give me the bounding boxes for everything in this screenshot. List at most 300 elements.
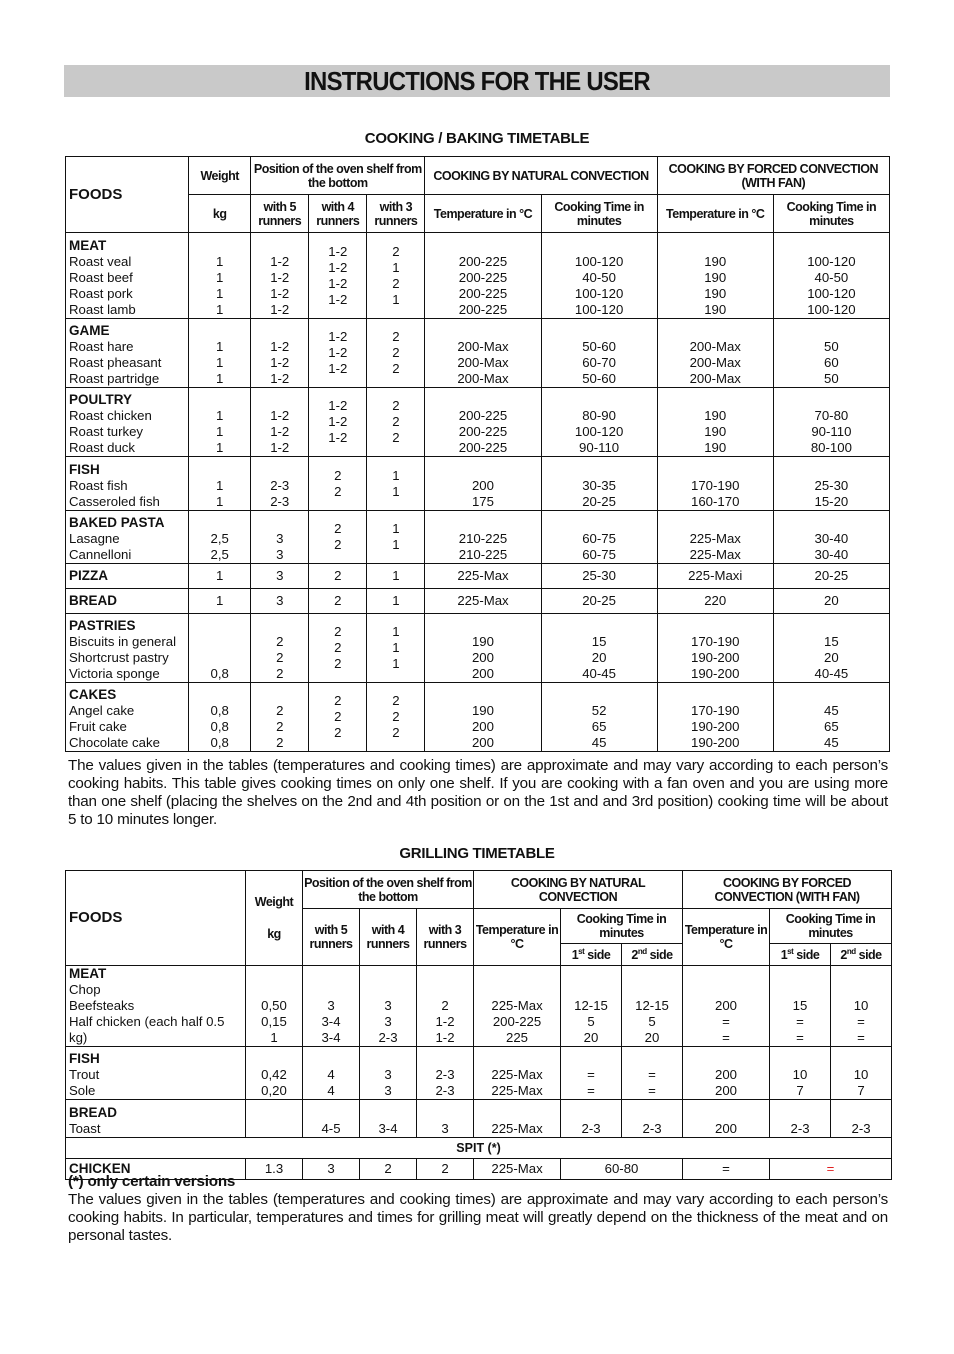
natural-first-side-cell — [561, 1100, 622, 1138]
weight-cell — [189, 388, 251, 457]
forced-time-cell-value: 70-80 — [814, 408, 849, 423]
with5-cell-value: 2 — [276, 650, 284, 665]
natural-temperature-cell-value: 225-Max — [491, 1067, 543, 1082]
with4-cell — [360, 1047, 417, 1100]
forced-time-cell-value: 50 — [824, 339, 839, 354]
natural-first-side-cell-value: 20 — [583, 1030, 599, 1045]
food-item: Beefsteaks — [69, 998, 135, 1013]
with5-cell-value: 1-2 — [270, 355, 290, 370]
natural-temperature-cell-value: 200-225 — [458, 440, 508, 455]
food-category: FISH — [69, 1051, 100, 1066]
natural-time-cell-value: 100-120 — [574, 424, 624, 439]
food-item: Biscuits in general — [69, 634, 177, 649]
natural-temperature-cell-value: 200-Max — [457, 371, 509, 386]
weight-cell-value: 1 — [216, 494, 224, 509]
natural-time-cell: 25-30 — [541, 564, 657, 589]
forced-time-cell-value: 15 — [824, 634, 839, 649]
natural-temperature-cell-value: 200 — [471, 735, 494, 750]
with3-cell-value: 1 — [392, 467, 400, 483]
natural-second-side-cell-value: 12-15 — [635, 998, 669, 1013]
with3-cell-value: 3 — [441, 1121, 449, 1136]
with3-cell-value: 2 — [392, 430, 400, 445]
food-item: Toast — [69, 1121, 101, 1136]
baking-note: The values given in the tables (temperatures and cooking times) are approximate and may vary according to each person’s cooking habits. This table gives cooking times on only one shelf. If you are cooking with a fan oven and you are using more than one shelf (placing the shelves on the 2nd and 4th position or on the 1st and and 3rd position) cooking time will be about 5 to 10 minutes longer. — [68, 757, 888, 828]
weight-cell — [189, 319, 251, 388]
natural-temperature-cell — [425, 319, 541, 388]
forced-time-cell — [773, 511, 889, 564]
natural-temperature-cell — [425, 388, 541, 457]
natural-second-side-cell-value: 5 — [648, 1014, 656, 1029]
forced-time-cell-value: 80-100 — [810, 440, 852, 455]
forced-temperature-cell — [657, 614, 773, 683]
weight-cell-value: 1 — [216, 302, 224, 317]
with3-cell — [367, 511, 425, 564]
with4-cell-value: 3 — [384, 1014, 392, 1029]
table-row — [66, 233, 890, 319]
with4-cell-value: 2 — [334, 624, 342, 639]
forced-second-side-cell-value: 7 — [857, 1083, 865, 1098]
food-category: BREAD — [69, 1105, 118, 1120]
food-item: Roast partridge — [69, 371, 160, 386]
with3-cell — [367, 319, 425, 388]
forced-temperature-cell-value: 225-Max — [689, 531, 741, 546]
natural-temperature-cell — [425, 233, 541, 319]
forced-time-cell — [773, 388, 889, 457]
grill-position-header: Position of the oven shelf from the bottom — [303, 871, 474, 909]
with3-cell — [417, 966, 474, 1047]
natural-time-cell — [541, 319, 657, 388]
forced-temperature-cell — [657, 457, 773, 511]
forced-temperature-cell: 225-Maxi — [657, 564, 773, 589]
forced-temperature-cell-value: 190 — [704, 270, 727, 285]
forced-time-cell-value: 30-40 — [814, 531, 849, 546]
natural-temperature-cell-value: 200-Max — [457, 339, 509, 354]
weight-cell — [189, 614, 251, 683]
chicken-with4: 2 — [360, 1159, 417, 1180]
forced-second-side-header: 2nd side — [831, 944, 892, 966]
weight-cell-value: 0,8 — [210, 735, 229, 750]
natural-time-cell-value: 20 — [591, 650, 607, 665]
forced-temperature-header: Temperature in °C — [657, 195, 773, 233]
natural-temperature-header: Temperature in °C — [425, 195, 541, 233]
with5-cell — [303, 1100, 360, 1138]
food-item: Victoria sponge — [69, 666, 160, 681]
forced-first-side-cell — [770, 1100, 831, 1138]
chicken-with3: 2 — [417, 1159, 474, 1180]
with5-cell — [251, 614, 309, 683]
with5-cell — [251, 683, 309, 752]
with3-cell-value: 1-2 — [435, 1030, 455, 1045]
grill-forced-header: COOKING BY FORCED CONVECTION (WITH FAN) — [683, 871, 892, 909]
natural-convection-header: COOKING BY NATURAL CONVECTION — [425, 157, 657, 195]
with4-cell-value: 2 — [334, 640, 342, 655]
natural-temperature-cell-value: 200 — [471, 478, 494, 493]
forced-time-cell-value: 40-45 — [814, 666, 849, 681]
with4-cell-value: 2 — [334, 483, 342, 499]
with5-cell-value: 2 — [276, 634, 284, 649]
food-category: MEAT — [69, 966, 107, 981]
with3-cell — [367, 388, 425, 457]
footnote-title: (*) only certain versions — [68, 1173, 236, 1190]
forced-temperature-cell-value: 190 — [704, 440, 727, 455]
chicken-natural-temperature: 225-Max — [474, 1159, 561, 1180]
forced-temperature-cell-value: 200 — [715, 1121, 738, 1136]
forced-time-cell-value: 100-120 — [807, 254, 856, 269]
forced-temperature-cell-value: 200-Max — [689, 371, 741, 386]
forced-time-cell — [773, 319, 889, 388]
weight-cell — [246, 966, 303, 1047]
natural-time-cell — [541, 511, 657, 564]
food-item: Cannelloni — [69, 547, 132, 562]
with5-cell-value: 3 — [327, 998, 335, 1013]
forced-temperature-cell-value: 190 — [704, 254, 727, 269]
with3-cell-value: 1-2 — [435, 1014, 455, 1029]
grill-with5-header: with 5 runners — [303, 909, 360, 966]
food-category: BREAD — [66, 589, 189, 614]
forced-temperature-cell-value: 190 — [704, 286, 727, 301]
with4-cell-value: 1-2 — [328, 275, 348, 291]
with3-cell-value: 1 — [392, 537, 400, 552]
table-row — [66, 1100, 892, 1138]
grill-with4-header: with 4 runners — [360, 909, 417, 966]
natural-temperature-cell-value: 200-225 — [458, 270, 508, 285]
with3-cell-value: 1 — [392, 656, 400, 671]
with4-cell: 2 — [309, 589, 367, 614]
with5-cell-value: 1-2 — [270, 254, 290, 269]
food-category: MEAT — [69, 238, 107, 253]
natural-first-side-header: 1st side — [561, 944, 622, 966]
with4-cell-value: 2 — [334, 537, 342, 552]
forced-first-side-cell-value: 7 — [796, 1083, 804, 1098]
weight-cell: 1 — [189, 589, 251, 614]
natural-temperature-cell-value: 175 — [471, 494, 494, 509]
kg-header: kg — [189, 195, 251, 233]
food-item: Roast duck — [69, 440, 135, 455]
natural-second-side-cell — [622, 1100, 683, 1138]
natural-temperature-cell-value: 210-225 — [458, 547, 508, 562]
forced-temperature-cell-value: 190 — [704, 408, 727, 423]
natural-time-cell-value: 60-70 — [582, 355, 616, 370]
natural-time-header: Cooking Time in minutes — [541, 195, 657, 233]
with4-cell-value: 1-2 — [328, 259, 348, 275]
with5-cell-value: 2 — [276, 666, 284, 681]
with4-cell-value: 1-2 — [328, 243, 348, 259]
forced-temperature-cell-value: 200 — [715, 1067, 738, 1082]
forced-temperature-cell-value: 190-200 — [691, 650, 740, 665]
with5-cell — [251, 511, 309, 564]
natural-first-side-cell-value: 5 — [587, 1014, 595, 1029]
food-item: Angel cake — [69, 703, 135, 718]
grill-natural-header: COOKING BY NATURAL CONVECTION — [474, 871, 683, 909]
forced-temperature-cell — [657, 388, 773, 457]
forced-temperature-cell — [657, 319, 773, 388]
with5-cell-value: 3-4 — [321, 1030, 341, 1045]
natural-temperature-cell-value: 200-225 — [492, 1014, 542, 1029]
weight-cell-value: 0,8 — [210, 703, 229, 718]
natural-temperature-cell-value: 200-225 — [458, 254, 508, 269]
with4-cell — [309, 457, 367, 511]
weight-cell: 1 — [189, 564, 251, 589]
with5-cell-value: 1-2 — [270, 270, 290, 285]
forced-time-cell — [773, 614, 889, 683]
with4-cell-value: 2 — [334, 467, 342, 483]
forced-temperature-cell — [657, 511, 773, 564]
with5-cell-value: 2 — [276, 719, 284, 734]
weight-cell-value: 0,42 — [261, 1067, 287, 1082]
food-group-cell — [66, 457, 189, 511]
with3-cell-value: 2 — [392, 725, 400, 740]
natural-first-side-cell-value: = — [587, 1083, 595, 1098]
with4-cell-value: 2 — [334, 693, 342, 708]
weight-cell-value: 1 — [216, 478, 224, 493]
food-group-cell — [66, 1047, 246, 1100]
natural-first-side-cell-value: 2-3 — [581, 1121, 601, 1136]
weight-cell-value: 1 — [216, 254, 224, 269]
table-row — [66, 511, 890, 564]
with3-header: with 3 runners — [367, 195, 425, 233]
forced-temperature-cell-value: 190-200 — [691, 719, 740, 734]
natural-time-cell — [541, 233, 657, 319]
grill-weight-label: Weight — [254, 895, 294, 909]
weight-cell — [246, 1100, 303, 1138]
forced-temperature-cell-value: 170-190 — [691, 634, 740, 649]
food-category: POULTRY — [69, 392, 132, 407]
natural-time-cell-value: 100-120 — [574, 254, 624, 269]
weight-cell-value: 1 — [216, 371, 224, 386]
natural-time-cell-value: 65 — [591, 719, 607, 734]
with5-cell-value: 1-2 — [270, 440, 290, 455]
with5-cell-value: 4 — [327, 1083, 335, 1098]
forced-temperature-cell — [657, 233, 773, 319]
forced-time-header: Cooking Time in minutes — [773, 195, 889, 233]
natural-time-cell — [541, 457, 657, 511]
natural-temperature-cell: 225-Max — [425, 589, 541, 614]
table-row — [66, 614, 890, 683]
with4-header: with 4 runners — [309, 195, 367, 233]
natural-time-cell-value: 50-60 — [582, 371, 616, 386]
forced-convection-header: COOKING BY FORCED CONVECTION (WITH FAN) — [657, 157, 889, 195]
natural-time-cell-value: 40-50 — [582, 270, 616, 285]
forced-temperature-cell-value: 160-170 — [691, 494, 740, 509]
natural-time-cell-value: 15 — [591, 634, 607, 649]
food-item: Roast chicken — [69, 408, 152, 423]
food-item: Roast hare — [69, 339, 134, 354]
with3-cell — [367, 614, 425, 683]
forced-temperature-cell — [683, 1047, 770, 1100]
natural-second-side-cell-value: 20 — [644, 1030, 660, 1045]
with4-cell-value: 1-2 — [328, 430, 348, 445]
forced-time-cell — [773, 683, 889, 752]
food-group-cell — [66, 319, 189, 388]
with4-cell — [309, 683, 367, 752]
weight-cell-value: 1 — [216, 270, 224, 285]
with4-cell — [309, 614, 367, 683]
natural-temperature-cell-value: 225-Max — [491, 998, 543, 1013]
weight-header: Weight — [189, 157, 251, 195]
with5-cell-value: 1-2 — [270, 371, 290, 386]
with4-cell: 2 — [309, 564, 367, 589]
food-group-cell — [66, 511, 189, 564]
with3-cell-value: 2 — [441, 998, 449, 1013]
with3-cell-value: 2 — [392, 275, 400, 291]
natural-temperature-cell-value: 200 — [471, 650, 494, 665]
with5-cell — [251, 388, 309, 457]
natural-temperature-cell — [474, 966, 561, 1047]
forced-temperature-cell-value: 190 — [704, 302, 727, 317]
weight-cell — [189, 233, 251, 319]
with4-cell-value: 2 — [334, 656, 342, 671]
forced-temperature-cell-value: 200-Max — [689, 355, 741, 370]
forced-first-side-cell-value: 15 — [792, 998, 808, 1013]
food-item: Shortcrust pastry — [69, 650, 169, 665]
with3-cell: 1 — [367, 589, 425, 614]
natural-temperature-cell-value: 225 — [506, 1030, 529, 1045]
table-row — [66, 388, 890, 457]
table-row — [66, 966, 892, 1047]
food-category: CAKES — [69, 687, 117, 702]
weight-cell — [189, 511, 251, 564]
with5-cell-value: 3-4 — [321, 1014, 341, 1029]
food-item: Roast fish — [69, 478, 128, 493]
natural-second-side-cell — [622, 1047, 683, 1100]
natural-time-cell-value: 60-75 — [582, 531, 616, 546]
forced-temperature-cell-value: 200-Max — [689, 339, 741, 354]
forced-temperature-cell-value: 225-Max — [689, 547, 741, 562]
with4-cell-value: 3-4 — [378, 1121, 398, 1136]
forced-second-side-cell-value: 10 — [853, 1067, 869, 1082]
forced-second-side-cell-value: = — [857, 1014, 865, 1029]
forced-second-side-cell-value: 10 — [853, 998, 869, 1013]
foods-header: FOODS — [66, 157, 189, 233]
natural-temperature-cell — [474, 1100, 561, 1138]
forced-time-cell: 20-25 — [773, 564, 889, 589]
forced-temperature-cell-value: 190-200 — [691, 735, 740, 750]
with4-cell — [309, 388, 367, 457]
with4-cell — [360, 966, 417, 1047]
forced-time-cell-value: 25-30 — [814, 478, 849, 493]
food-item: Roast beef — [69, 270, 133, 285]
forced-temperature-cell — [683, 966, 770, 1047]
table-row — [66, 457, 890, 511]
forced-temperature-cell-value: 170-190 — [691, 703, 740, 718]
food-group-cell — [66, 233, 189, 319]
with5-cell: 3 — [251, 589, 309, 614]
natural-temperature-cell-value: 200-225 — [458, 408, 508, 423]
with5-cell — [251, 457, 309, 511]
forced-temperature-cell: 220 — [657, 589, 773, 614]
food-item: Fruit cake — [69, 719, 127, 734]
food-category: BAKED PASTA — [69, 515, 165, 530]
natural-first-side-cell-value: 12-15 — [574, 998, 608, 1013]
weight-cell-value: 1 — [270, 1030, 278, 1045]
forced-temperature-cell-value: 170-190 — [691, 478, 740, 493]
natural-temperature-cell: 225-Max — [425, 564, 541, 589]
weight-cell-value: 1 — [216, 339, 224, 354]
with3-cell-value: 2 — [392, 709, 400, 724]
table-row — [66, 319, 890, 388]
with4-cell-value: 1-2 — [328, 361, 348, 376]
table-row — [66, 564, 890, 589]
forced-first-side-cell — [770, 1047, 831, 1100]
forced-temperature-cell — [683, 1100, 770, 1138]
grill-with3-header: with 3 runners — [417, 909, 474, 966]
food-group-cell — [66, 614, 189, 683]
food-item: Trout — [69, 1067, 100, 1082]
food-item: Lasagne — [69, 531, 120, 546]
chicken-natural-time: 60-80 — [561, 1159, 683, 1180]
food-item: Casseroled fish — [69, 494, 160, 509]
natural-time-cell-value: 100-120 — [574, 286, 624, 301]
with4-cell-value: 3 — [384, 1067, 392, 1082]
forced-time-cell: 20 — [773, 589, 889, 614]
with3-cell-value: 1 — [392, 259, 400, 275]
natural-temperature-cell-value: 200 — [471, 719, 494, 734]
grill-natural-temperature-header: Temperature in °C — [474, 909, 561, 966]
grilling-note: The values given in the tables (temperatures and cooking times) are approximate and may vary according to each person’s cooking habits. In particular, temperatures and times for grilling meat will greatly depend on the thickness of the meat and on personal tastes. — [68, 1191, 888, 1244]
weight-cell-value: 0,8 — [210, 666, 229, 681]
weight-cell-value: 0,8 — [210, 719, 229, 734]
food-item: Chop — [69, 982, 101, 997]
with4-cell-value: 1-2 — [328, 414, 348, 429]
natural-temperature-cell — [425, 614, 541, 683]
with5-cell-value: 2 — [276, 703, 284, 718]
chicken-label: CHICKEN — [66, 1159, 246, 1180]
forced-time-cell — [773, 457, 889, 511]
natural-time-cell-value: 30-35 — [582, 478, 616, 493]
natural-temperature-cell-value: 190 — [471, 703, 494, 718]
natural-temperature-cell-value: 225-Max — [491, 1083, 543, 1098]
natural-time-cell-value: 20-25 — [582, 494, 616, 509]
forced-time-cell-value: 45 — [824, 735, 839, 750]
with5-cell-value: 4-5 — [321, 1121, 341, 1136]
natural-second-side-header: 2nd side — [622, 944, 683, 966]
with3-cell-value: 2 — [392, 693, 400, 708]
forced-temperature-cell-value: 190-200 — [691, 666, 740, 681]
weight-cell-value: 2,5 — [210, 531, 229, 546]
with5-cell-value: 3 — [276, 547, 284, 562]
weight-cell — [189, 683, 251, 752]
forced-time-cell-value: 40-50 — [814, 270, 849, 285]
natural-time-cell: 20-25 — [541, 589, 657, 614]
grill-foods-header: FOODS — [66, 871, 246, 966]
weight-cell-value: 0,15 — [261, 1014, 287, 1029]
natural-time-cell-value: 60-75 — [582, 547, 616, 562]
food-item: Roast turkey — [69, 424, 144, 439]
forced-time-cell-value: 30-40 — [814, 547, 849, 562]
natural-time-cell-value: 90-110 — [579, 440, 620, 455]
natural-temperature-cell-value: 190 — [471, 634, 494, 649]
with3-cell — [367, 457, 425, 511]
with4-cell — [309, 319, 367, 388]
forced-temperature-cell-value: = — [722, 1030, 730, 1045]
with4-cell-value: 2-3 — [378, 1030, 398, 1045]
with3-cell-value: 2 — [392, 414, 400, 429]
natural-temperature-cell-value: 200-225 — [458, 286, 508, 301]
grill-natural-time-header: Cooking Time in minutes — [561, 909, 683, 944]
weight-cell-value: 1 — [216, 424, 224, 439]
chicken-forced-temperature: = — [683, 1159, 770, 1180]
with3-cell: 1 — [367, 564, 425, 589]
with4-cell-value: 3 — [384, 1083, 392, 1098]
grill-forced-time-header: Cooking Time in minutes — [770, 909, 892, 944]
forced-second-side-cell — [831, 1047, 892, 1100]
natural-temperature-cell — [425, 683, 541, 752]
forced-second-side-cell-value: = — [857, 1030, 865, 1045]
forced-time-cell-value: 60 — [824, 355, 839, 370]
with3-cell-value: 1 — [392, 624, 400, 639]
with3-cell — [367, 233, 425, 319]
with3-cell-value: 1 — [392, 291, 400, 307]
